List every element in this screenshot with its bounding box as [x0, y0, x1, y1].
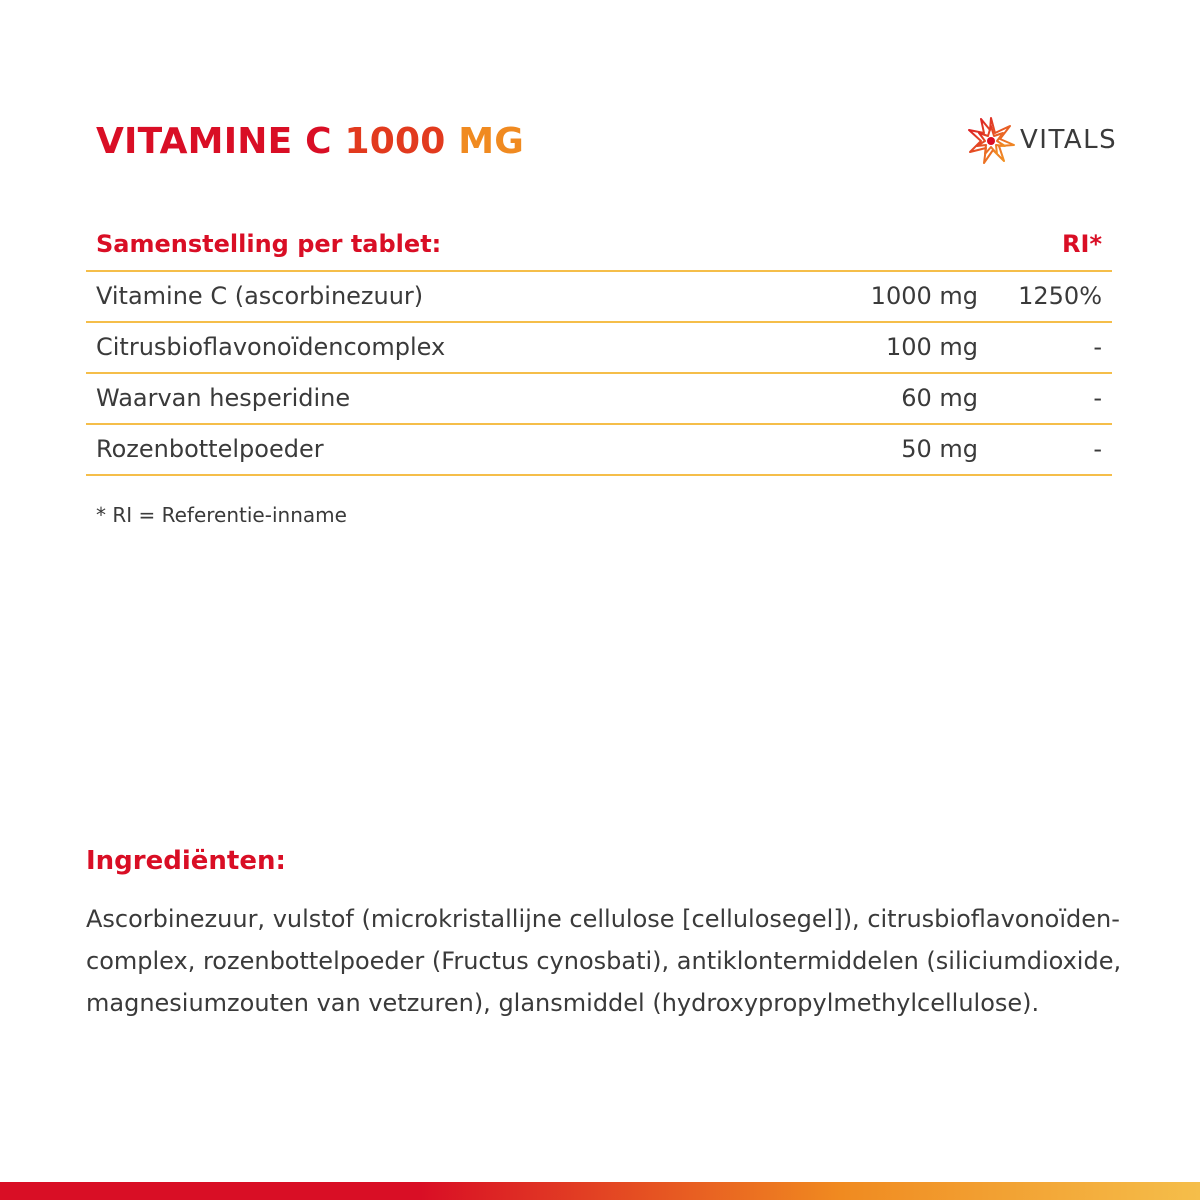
sunburst-star-logo-icon: [966, 116, 1016, 166]
ingredients-heading: Ingrediënten:: [86, 846, 286, 876]
ingredients-line: complex, rozenbottelpoeder (Fructus cynosbati), antiklontermiddelen (siliciumdioxide,: [86, 947, 1122, 975]
ri-footnote: * RI = Referentie-inname: [96, 503, 347, 527]
ingredients-line: Ascorbinezuur, vulstof (microkristallijne cellulose [cellulosegel]), citrusbioflavonoïden-: [86, 905, 1120, 933]
row-amount: 1000 mg: [870, 282, 978, 310]
table-row: [86, 272, 1112, 323]
row-name: Waarvan hesperidine: [96, 384, 351, 412]
table-header: [86, 220, 1112, 272]
row-name: Rozenbottelpoeder: [96, 435, 324, 463]
row-ri: -: [1093, 435, 1102, 463]
row-ri: -: [1093, 333, 1102, 361]
row-name: Citrusbioflavonoïdencomplex: [96, 333, 446, 361]
brand-name: VITALS: [1020, 125, 1118, 155]
brand-gradient-bar: [0, 1182, 1200, 1200]
header-composition-label: Samenstelling per tablet:: [96, 230, 442, 258]
row-ri: -: [1093, 384, 1102, 412]
row-amount: 50 mg: [901, 435, 978, 463]
table-row: [86, 374, 1112, 425]
table-row: [86, 425, 1112, 476]
composition-table: [86, 220, 1112, 476]
product-title-dose: 1000: [344, 121, 446, 162]
row-ri: 1250%: [1018, 282, 1102, 310]
row-name: Vitamine C (ascorbinezuur): [96, 282, 424, 310]
product-title-unit: MG: [458, 121, 525, 162]
header-ri-label: RI*: [1062, 230, 1102, 258]
table-row: [86, 323, 1112, 374]
product-title-name: VITAMINE C: [96, 121, 332, 162]
ingredients-text: [86, 898, 1126, 1024]
row-amount: 60 mg: [901, 384, 978, 412]
row-amount: 100 mg: [885, 333, 978, 361]
ingredients-line: magnesiumzouten van vetzuren), glansmiddel (hydroxypropylmethylcellulose).: [86, 989, 1040, 1017]
product-title: [96, 118, 524, 166]
brand-logo: [966, 112, 1126, 168]
